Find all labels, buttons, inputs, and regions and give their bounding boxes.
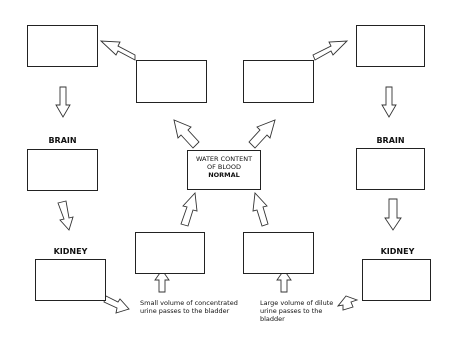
arrow-right-brain-to-kidney xyxy=(385,199,401,230)
left-brain-box xyxy=(27,149,98,191)
center-line-2: OF BLOOD xyxy=(206,163,241,171)
right-brain-box xyxy=(356,148,425,190)
center-right-upper-box xyxy=(243,60,314,103)
arrow-left-upper-to-topbox xyxy=(101,41,135,60)
right-top-box xyxy=(356,25,425,67)
arrow-right-lower-to-center xyxy=(253,193,268,226)
brain-right-label: BRAIN xyxy=(376,136,405,145)
left-kidney-box xyxy=(35,259,106,301)
brain-left-label: BRAIN xyxy=(48,136,77,145)
left-note: Small volume of concentrated urine passes to the bladder xyxy=(140,299,238,315)
arrow-left-top-to-brain xyxy=(56,87,70,117)
arrow-left-brain-to-kidney xyxy=(58,201,73,230)
kidney-left-label: KIDNEY xyxy=(53,247,88,256)
right-note: Large volume of dilute urine passes to the bladder xyxy=(260,299,334,323)
kidney-right-label: KIDNEY xyxy=(380,247,415,256)
water-content-center-box xyxy=(187,150,261,190)
arrow-right-upper-from-center xyxy=(249,120,275,148)
center-line-3: NORMAL xyxy=(208,171,240,179)
arrow-left-kidney-to-note xyxy=(104,296,129,313)
arrow-left-lower-to-center xyxy=(181,193,197,226)
center-left-upper-box xyxy=(136,60,207,103)
center-left-lower-box xyxy=(135,232,205,274)
arrow-right-top-to-brain xyxy=(382,87,396,117)
arrow-left-upper-from-center xyxy=(174,120,199,148)
arrow-right-note-to-kidney xyxy=(338,296,357,310)
left-top-box xyxy=(27,25,98,67)
center-line-1: WATER CONTENT xyxy=(195,155,253,163)
center-right-lower-box xyxy=(243,232,314,274)
arrow-right-upper-to-topbox xyxy=(313,41,347,60)
right-kidney-box xyxy=(362,259,431,301)
